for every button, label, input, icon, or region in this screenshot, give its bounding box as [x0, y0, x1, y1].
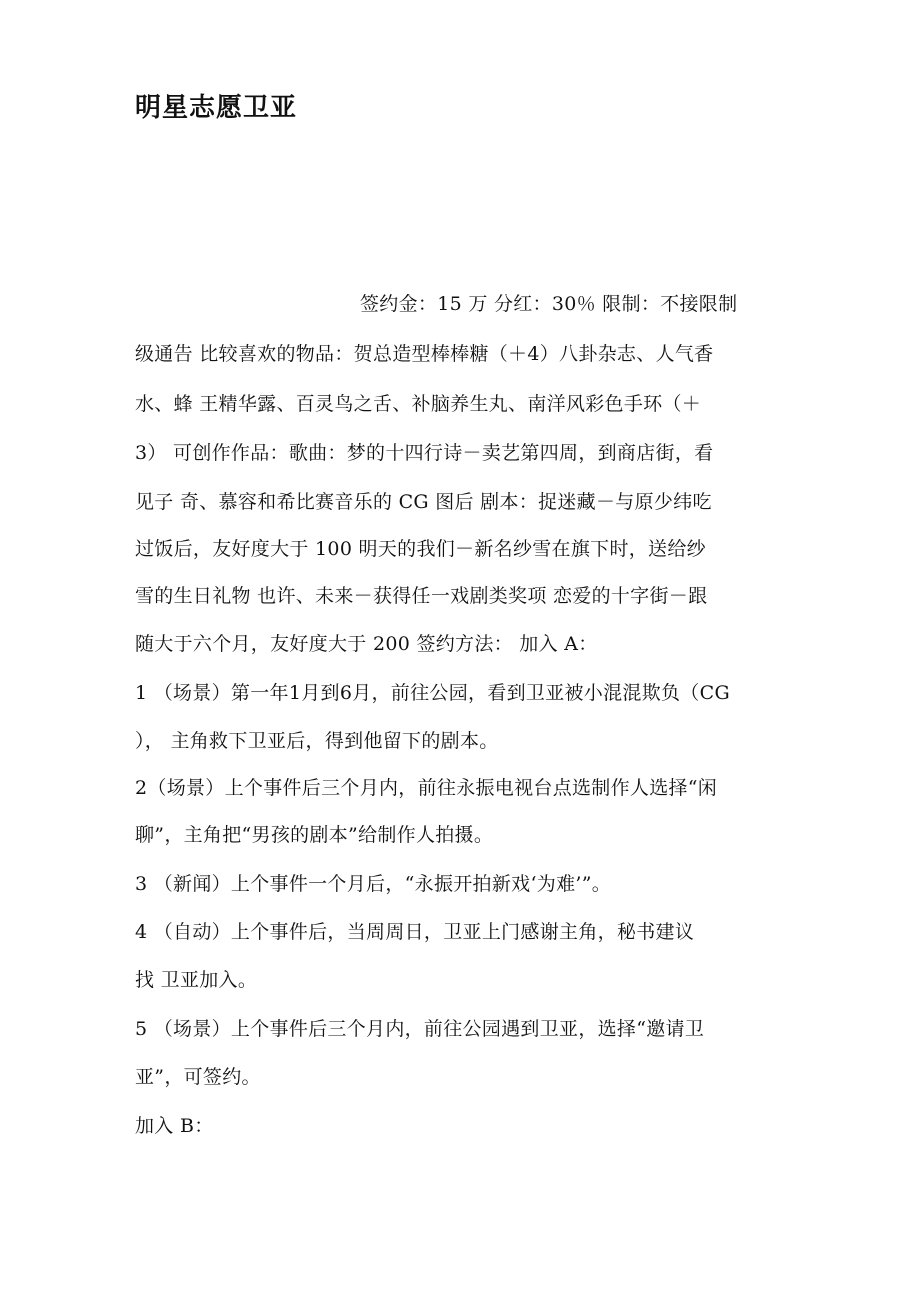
step-line: 5 （场景）上个事件后三个月内，前往公园遇到卫亚，选择“邀请卫	[135, 1018, 705, 1040]
step-line: 4 （自动）上个事件后，当周周日，卫亚上门感谢主角，秘书建议	[135, 921, 695, 943]
document-title: 明星志愿卫亚	[135, 93, 298, 123]
step-line: 2（场景）上个事件后三个月内，前往永振电视台点选制作人选择“闲	[135, 777, 718, 799]
paragraph-line: 过饭后，友好度大于 100 明天的我们－新名纱雪在旗下时，送给纱	[135, 538, 706, 560]
paragraph-line: 签约金：15 万 分红：30％ 限制：不接限制	[360, 293, 738, 315]
step-line: 亚”，可签约。	[135, 1066, 261, 1088]
paragraph-line: 水、蜂 王精华露、百灵鸟之舌、补脑养生丸、南洋风彩色手环（＋	[135, 393, 702, 415]
step-line: 加入 B：	[135, 1115, 214, 1137]
step-line: 3 （新闻）上个事件一个月后，“永振开拍新戏‘为难’”。	[135, 873, 612, 895]
paragraph-line: 3） 可创作作品：歌曲：梦的十四行诗－卖艺第四周，到商店街，看	[135, 442, 714, 464]
step-line: 聊”，主角把“男孩的剧本”给制作人拍摄。	[135, 824, 494, 846]
step-line: ）， 主角救下卫亚后，得到他留下的剧本。	[135, 730, 499, 752]
step-line: 找 卫亚加入。	[135, 969, 258, 991]
step-line: 1 （场景）第一年1月到6月，前往公园，看到卫亚被小混混欺负（CG	[135, 682, 730, 704]
paragraph-line: 随大于六个月，友好度大于 200 签约方法： 加入 A：	[135, 633, 598, 655]
paragraph-line: 见子 奇、慕容和希比赛音乐的 CG 图后 剧本：捉迷藏－与原少纬吃	[135, 491, 712, 513]
paragraph-line: 雪的生日礼物 也许、未来－获得任一戏剧类奖项 恋爱的十字街－跟	[135, 585, 708, 607]
paragraph-line: 级通告 比较喜欢的物品：贺总造型棒棒糖（＋4）八卦杂志、人气香	[135, 343, 714, 365]
